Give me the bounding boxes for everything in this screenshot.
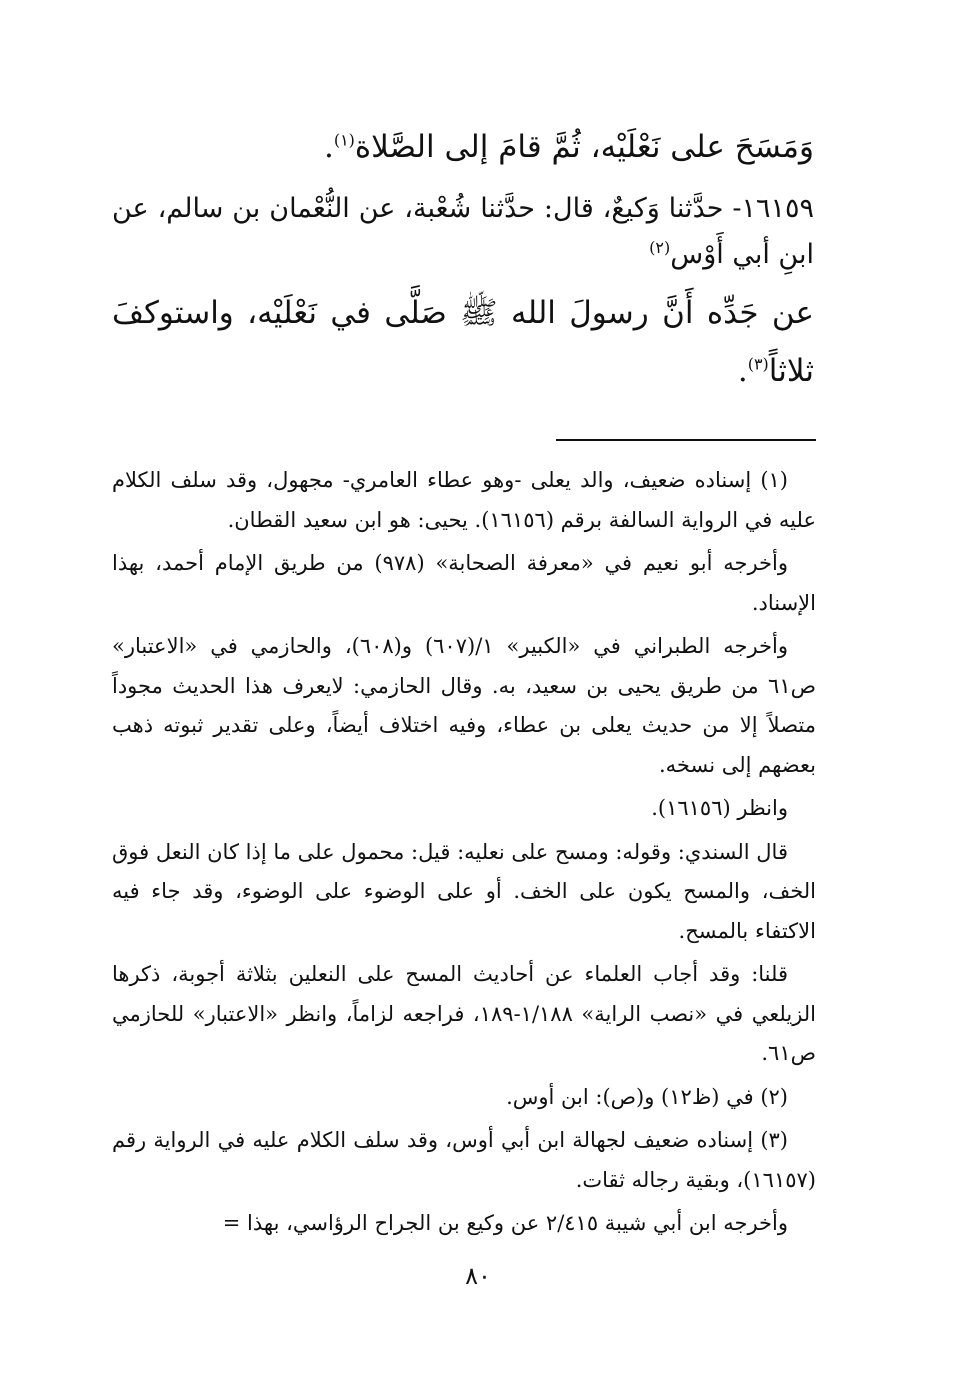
hadith-text-end: . <box>737 353 748 389</box>
footnote-1-paragraph-6: قلنا: وقد أجاب العلماء عن أحاديث المسح على النعلين بثلاثة أجوبة، ذكرها الزيلعي في «نصب الراية» ١/١٨٨-١٨٩، فراجعه لزاماً، وانظر «الاعتبار» للحازمي ص٦١. <box>112 962 817 1065</box>
footnote-divider <box>556 439 816 441</box>
hadith-text-body: عن جَدِّه أَنَّ رسولَ الله ﷺ صَلَّى في نَعْلَيْه، واستوكفَ ثلاثاً <box>112 295 814 389</box>
footnote-3-paragraph-2: وأخرجه ابن أبي شيبة ٢/٤١٥ عن وكيع بن الجراح الرؤاسي، بهذا = <box>222 1211 788 1235</box>
footnote-ref-3: (٣) <box>747 354 769 374</box>
footnote-1-paragraph-1: (١) إسناده ضعيف، والد يعلى -وهو عطاء العامري- مجهول، وقد سلف الكلام عليه في الرواية السالفة برقم (١٦١٥٦). يحيى: هو ابن سعيد القطان. <box>112 468 816 532</box>
main-line-1-end: . <box>323 129 334 165</box>
footnote-1-paragraph-2: وأخرجه أبو نعيم في «معرفة الصحابة» (٩٧٨) من طريق الإمام أحمد، بهذا الإسناد. <box>112 551 816 615</box>
footnote-1-paragraph-3: وأخرجه الطبراني في «الكبير» ١/(٦٠٧) و(٦٠٨)، والحازمي في «الاعتبار» ص٦١ من طريق يحيى بن سعيد، به. وقال الحازمي: لايعرف هذا الحديث مجوداً متصلاً إلا من حديث يعلى بن عطاء، وفيه اختلاف أيضاً، وعلى تقدير ثبوته ذهب بعضهم إلى نسخه. <box>112 634 816 777</box>
hadith-text <box>112 284 814 400</box>
main-text <box>112 118 814 400</box>
footnote-1-paragraph-5: قال السندي: وقوله: ومسح على نعليه: قيل: محمول على ما إذا كان النعل فوق الخف، والمسح يكون على الخف. أو على الوضوء على الوضوء، وقد جاء فيه الاكتفاء بالمسح. <box>112 839 816 943</box>
footnote-ref-1: (١) <box>333 130 355 150</box>
footnotes <box>112 461 816 1248</box>
footnote-ref-2: (٢) <box>649 238 671 257</box>
footnote-3-paragraph-1: (٣) إسناده ضعيف لجهالة ابن أبي أوس، وقد سلف الكلام عليه في الرواية رقم (١٦١٥٧)، وبقية رجاله ثقات. <box>112 1128 816 1192</box>
footnote-1-paragraph-4: وانظر (١٦١٥٦). <box>651 796 788 820</box>
hadith-intro <box>112 186 814 278</box>
page-number: ٨٠ <box>465 1262 491 1290</box>
main-line-1-text: وَمَسَحَ على نَعْلَيْه، ثُمَّ قامَ إلى الصَّلاة <box>354 129 814 165</box>
hadith-intro-text: ١٦١٥٩- حدَّثنا وَكيعٌ، قال: حدَّثنا شُعْبة، عن النُّعْمان بن سالم، عن ابنِ أبي أَوْس <box>112 193 814 270</box>
main-line-1 <box>112 118 814 176</box>
footnote-2: (٢) في (ظ١٢) و(ص): ابن أوس. <box>506 1084 788 1109</box>
